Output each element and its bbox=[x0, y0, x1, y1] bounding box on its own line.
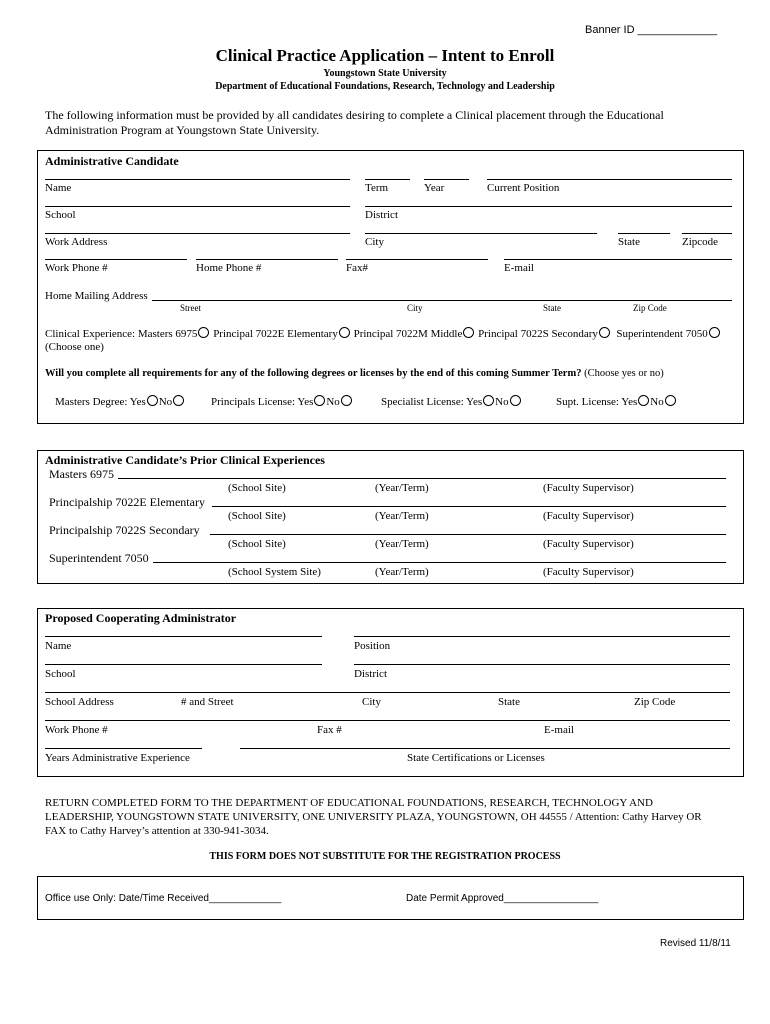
radio-masters-6975[interactable] bbox=[198, 327, 209, 338]
prior-heading: Administrative Candidate’s Prior Clinical Experiences bbox=[45, 453, 325, 467]
coop-name-label: Name bbox=[45, 640, 72, 652]
city-label: City bbox=[365, 236, 384, 248]
coop-years-field[interactable] bbox=[45, 748, 202, 749]
radio-supt-yes[interactable] bbox=[638, 395, 649, 406]
radio-specialist-no[interactable] bbox=[510, 395, 521, 406]
current-position-label: Current Position bbox=[487, 182, 560, 194]
page-title: Clinical Practice Application – Intent to Enroll bbox=[215, 46, 555, 65]
radio-superintendent-7050[interactable] bbox=[709, 327, 720, 338]
no-label: No bbox=[158, 396, 173, 408]
masters-degree-row bbox=[55, 395, 185, 408]
coop-phone-field[interactable] bbox=[45, 720, 730, 721]
coop-address-field[interactable] bbox=[45, 692, 730, 693]
radio-principals-no[interactable] bbox=[341, 395, 352, 406]
coop-state-label: State bbox=[498, 696, 520, 708]
masters-degree-label: Masters Degree: Yes bbox=[55, 396, 146, 408]
year-field[interactable] bbox=[424, 179, 469, 180]
prior-site-label: (School Site) bbox=[228, 510, 286, 522]
revised-date: Revised 11/8/11 bbox=[660, 938, 731, 949]
coop-years-label: Years Administrative Experience bbox=[45, 752, 190, 764]
prior-row-label: Principalship 7022E Elementary bbox=[49, 495, 205, 509]
state-label: State bbox=[618, 236, 640, 248]
city-sublabel: City bbox=[407, 303, 423, 313]
question-text: Will you complete all requirements for any of the following degrees or licenses by the end of this coming Summer Term? bbox=[45, 368, 582, 379]
district-label: District bbox=[365, 209, 398, 221]
city-field[interactable] bbox=[365, 233, 597, 234]
coop-city-label: City bbox=[362, 696, 381, 708]
email-field[interactable] bbox=[504, 259, 732, 260]
coop-position-label: Position bbox=[354, 640, 391, 652]
work-phone-field[interactable] bbox=[45, 259, 187, 260]
requirements-question bbox=[45, 368, 664, 379]
coop-fax-label: Fax # bbox=[317, 724, 342, 736]
prior-site-label: (School Site) bbox=[228, 538, 286, 550]
radio-principals-yes[interactable] bbox=[314, 395, 325, 406]
coop-certs-label: State Certifications or Licenses bbox=[407, 752, 545, 764]
coop-email-label: E-mail bbox=[544, 724, 574, 736]
prior-term-label: (Year/Term) bbox=[375, 510, 429, 522]
principals-license-row bbox=[211, 395, 353, 408]
date-permit-approved[interactable]: Date Permit Approved_________________ bbox=[406, 893, 599, 904]
supt-license-row bbox=[556, 395, 677, 408]
home-phone-label: Home Phone # bbox=[196, 262, 262, 274]
coop-name-field[interactable] bbox=[45, 636, 322, 637]
opt-principal-e-label: Principal 7022E Elementary bbox=[213, 328, 338, 340]
radio-specialist-yes[interactable] bbox=[483, 395, 494, 406]
specialist-license-label: Specialist License: Yes bbox=[381, 396, 483, 408]
supt-license-label: Supt. License: Yes bbox=[556, 396, 638, 408]
term-field[interactable] bbox=[365, 179, 410, 180]
home-mailing-label: Home Mailing Address bbox=[45, 290, 148, 302]
zipcode-field[interactable] bbox=[682, 233, 732, 234]
opt-superintendent-label: Superintendent 7050 bbox=[616, 328, 708, 340]
return-instructions-3: FAX to Cathy Harvey’s attention at 330-941-3034. bbox=[45, 825, 269, 837]
work-address-field[interactable] bbox=[45, 233, 350, 234]
clinical-experience-row bbox=[45, 327, 721, 340]
school-field[interactable] bbox=[45, 206, 350, 207]
coop-district-label: District bbox=[354, 668, 387, 680]
office-use-date-received[interactable]: Office use Only: Date/Time Received_____________ bbox=[45, 893, 282, 904]
return-instructions-1: RETURN COMPLETED FORM TO THE DEPARTMENT OF EDUCATIONAL FOUNDATIONS, RESEARCH, TECHNOLOGY AND bbox=[45, 797, 653, 809]
university-name: Youngstown State University bbox=[323, 68, 447, 79]
prior-row-field[interactable] bbox=[118, 478, 726, 479]
no-label: No bbox=[650, 396, 664, 408]
coop-certs-field[interactable] bbox=[240, 748, 730, 749]
name-field[interactable] bbox=[45, 179, 350, 180]
coop-work-phone-label: Work Phone # bbox=[45, 724, 108, 736]
prior-row-label: Superintendent 7050 bbox=[49, 551, 149, 565]
state-sublabel: State bbox=[543, 303, 561, 313]
prior-site-label: (School Site) bbox=[228, 482, 286, 494]
prior-row-field[interactable] bbox=[212, 506, 726, 507]
question-hint: (Choose yes or no) bbox=[584, 368, 664, 379]
coop-school-address-label: School Address bbox=[45, 696, 114, 708]
intro-text-2: Administration Program at Youngstown State University. bbox=[45, 123, 320, 137]
principals-license-label: Principals License: Yes bbox=[211, 396, 314, 408]
fax-label: Fax# bbox=[346, 262, 368, 274]
prior-row-label: Masters 6975 bbox=[49, 467, 114, 481]
candidate-section bbox=[37, 150, 744, 424]
no-label: No bbox=[495, 396, 509, 408]
intro-text-1: The following information must be provided by all candidates desiring to complete a Clinical placement through the Educational bbox=[45, 108, 664, 122]
coop-street-label: # and Street bbox=[181, 696, 234, 708]
return-instructions-2: LEADERSHIP, YOUNGSTOWN STATE UNIVERSITY, ONE UNIVERSITY PLAZA, YOUNGSTOWN, OH 44555 / Attention: Cathy Harvey OR bbox=[45, 811, 702, 823]
current-position-field[interactable] bbox=[487, 179, 732, 180]
radio-principal-7022e[interactable] bbox=[339, 327, 350, 338]
radio-principal-7022m[interactable] bbox=[463, 327, 474, 338]
prior-term-label: (Year/Term) bbox=[375, 482, 429, 494]
district-field[interactable] bbox=[365, 206, 732, 207]
home-phone-field[interactable] bbox=[196, 259, 338, 260]
banner-id: Banner ID _____________ bbox=[585, 24, 718, 36]
zipcode-label: Zipcode bbox=[682, 236, 719, 248]
prior-supervisor-label: (Faculty Supervisor) bbox=[543, 566, 634, 578]
prior-row-field[interactable] bbox=[153, 562, 726, 563]
home-mailing-field[interactable] bbox=[152, 300, 732, 301]
work-phone-label: Work Phone # bbox=[45, 262, 108, 274]
clinical-label: Clinical Experience: Masters 6975 bbox=[45, 328, 198, 340]
coop-district-field[interactable] bbox=[354, 664, 730, 665]
prior-site-label: (School System Site) bbox=[228, 566, 321, 578]
no-label: No bbox=[326, 396, 340, 408]
coop-position-field[interactable] bbox=[354, 636, 730, 637]
name-label: Name bbox=[45, 182, 72, 194]
coop-school-label: School bbox=[45, 668, 76, 680]
candidate-heading: Administrative Candidate bbox=[45, 154, 179, 168]
year-label: Year bbox=[424, 182, 445, 194]
fax-field[interactable] bbox=[346, 259, 488, 260]
prior-supervisor-label: (Faculty Supervisor) bbox=[543, 510, 634, 522]
state-field[interactable] bbox=[618, 233, 670, 234]
school-label: School bbox=[45, 209, 76, 221]
radio-supt-no[interactable] bbox=[665, 395, 676, 406]
prior-row-label: Principalship 7022S Secondary bbox=[49, 523, 200, 537]
radio-masters-no[interactable] bbox=[173, 395, 184, 406]
specialist-license-row bbox=[381, 395, 522, 408]
email-label: E-mail bbox=[504, 262, 534, 274]
coop-school-field[interactable] bbox=[45, 664, 322, 665]
opt-principal-s-label: Principal 7022S Secondary bbox=[478, 328, 598, 340]
zip-sublabel: Zip Code bbox=[633, 303, 667, 313]
work-address-label: Work Address bbox=[45, 236, 108, 248]
department-name: Department of Educational Foundations, Research, Technology and Leadership bbox=[215, 81, 555, 92]
radio-masters-yes[interactable] bbox=[147, 395, 158, 406]
choose-one: (Choose one) bbox=[45, 341, 104, 353]
coop-zip-label: Zip Code bbox=[634, 696, 676, 708]
prior-term-label: (Year/Term) bbox=[375, 566, 429, 578]
prior-term-label: (Year/Term) bbox=[375, 538, 429, 550]
prior-row-field[interactable] bbox=[210, 534, 726, 535]
registration-notice: THIS FORM DOES NOT SUBSTITUTE FOR THE REGISTRATION PROCESS bbox=[209, 851, 561, 862]
prior-supervisor-label: (Faculty Supervisor) bbox=[543, 482, 634, 494]
cooperating-heading: Proposed Cooperating Administrator bbox=[45, 611, 237, 625]
term-label: Term bbox=[365, 182, 389, 194]
prior-supervisor-label: (Faculty Supervisor) bbox=[543, 538, 634, 550]
opt-principal-m-label: Principal 7022M Middle bbox=[353, 328, 463, 340]
radio-principal-7022s[interactable] bbox=[599, 327, 610, 338]
street-sublabel: Street bbox=[180, 303, 201, 313]
